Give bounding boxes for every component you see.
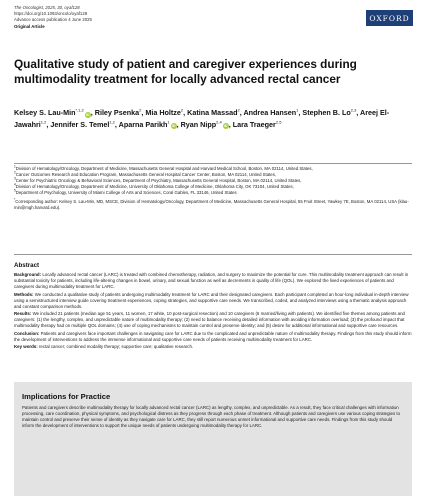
corresponding-symbol: * [14, 197, 16, 202]
implications-text: Patients and caregivers describe multimodality therapy for locally advanced rectal cancer (LARC) as lengthy, complex, and unpredictable. As a result, they face critical challenges with information processing, care coordination, physical symptoms, and psychological distress as they progress through each phase of treatment. Although patients and caregivers use various coping strategies to maintain control and preserve their sense of identity as they navigate care for LARC, they still report numerous unmet informational and supportive care needs. Findings from this study should inform the development of interventions to support the unique needs of patients undergoing multimodality therapy for LARC. [22, 405, 401, 428]
author-entry [233, 120, 282, 129]
author-name: Kelsey S. Lau-Min [14, 108, 76, 117]
abstract-paragraph [14, 292, 412, 310]
author-affiliation-marks: 2,3 [350, 107, 357, 113]
author-separator: , [141, 108, 146, 117]
author-separator: , [176, 119, 181, 129]
author-separator: , [114, 119, 119, 129]
corresponding-text: Corresponding author: Kelsey S. Lau-Min, MD, MSCE, Division of Hematology/Oncology, Department of Medicine, Massachusetts General Hospital, 55 Fruit Street, Yawkey 7E, Boston, MA 02114, USA (klau-min@mgh.harvard.edu). [14, 199, 409, 210]
author-affiliation-marks: 1,2 [40, 119, 47, 125]
author-separator: , [228, 119, 233, 129]
author-separator: , [46, 119, 51, 129]
author-affiliation-marks: 2,5 [275, 119, 282, 125]
author-name: Riley Psenka [94, 108, 140, 117]
author-affiliation-marks: 2 [237, 107, 240, 113]
abstract-paragraph [14, 311, 412, 329]
author-separator: , [356, 108, 361, 117]
author-name: Lara Traeger [232, 119, 276, 129]
abstract-label: Methods: [14, 291, 34, 297]
author-separator: , [90, 108, 95, 117]
author-name: Areej El-Jawahri [14, 108, 390, 129]
author-name: Ryan Nipp [180, 119, 217, 129]
abstract-text: We conducted a qualitative study of patients undergoing multimodality treatment for LARC and their designated caregivers. Each participant completed an hour-long individual in-depth interview using a semistructured interview guide covering treatment experiences, coping strategies, and supportive care needs. We transcribed, coded, and analyzed interviews using a thematic analysis approach and constant comparison methods. [14, 291, 409, 309]
author-entry [14, 108, 95, 117]
abstract-paragraph [14, 331, 412, 343]
article-title: Qualitative study of patient and caregiver experiences during multimodality treatment for locally advanced rectal cancer [14, 57, 357, 86]
orcid-icon[interactable]: iD [223, 124, 228, 128]
abstract-label: Key words: [14, 344, 38, 349]
author-entry [187, 108, 243, 117]
affiliation-line [14, 190, 412, 196]
author-name: Mia Holtze [145, 108, 181, 117]
author-affiliation-marks: 1 [296, 107, 299, 113]
abstract-text: rectal cancer; combined modality therapy; supportive care; qualitative research. [38, 344, 194, 349]
affiliations [14, 166, 412, 211]
divider [14, 163, 412, 164]
article-type: Original Article [14, 23, 45, 29]
affiliation-text: Cancer Outcomes Research and Education Program, Massachusetts General Hospital Cancer Center, Boston, MA 02114, United States, [15, 172, 277, 177]
author-affiliation-marks: 1 [167, 119, 170, 125]
affiliation-text: Department of Psychology, University of Miami College of Arts and Sciences, Coral Gables, FL 33146, United States [15, 190, 237, 195]
implications-box [14, 382, 412, 496]
affiliation-number: 2 [14, 170, 16, 175]
author-entry [50, 120, 118, 129]
affiliation-number: 4 [14, 182, 16, 187]
author-name: Jennifer S. Temel [50, 119, 110, 129]
abstract-text: Patients and caregivers face important challenges in navigating care for LARC due to the complicated and unpredictable nature of multimodality therapy. Findings from this study should inform the development of interventions to address the immense informational and supportive care needs of patients receiving multimodality treatment for LARC. [14, 330, 412, 342]
divider [14, 254, 412, 255]
implications-heading: Implications for Practice [22, 392, 111, 401]
abstract-label: Results: [14, 311, 32, 316]
author-affiliation-marks: 2 [180, 107, 184, 113]
doi-link[interactable]: https://doi.org/10.1093/oncolo/oyaf128 [14, 11, 88, 16]
abstract-text: Locally advanced rectal cancer (LARC) is treated with combined chemotherapy, radiation, and surgery to maximize the potential for cure. This multimodality treatment approach can result in substantial toxicity for patients, including life-altering changes in bowel, urinary, and sexual function as well as decrements in quality of life (QOL). We explored the lived experiences of patients and caregivers during multimodality treatment for LARC. [14, 272, 409, 289]
author-name: Aparna Parikh [118, 119, 168, 129]
affiliation-text: Division of Hematology/Oncology, Department of Medicine, University of Oklahoma College of Medicine, Oklahoma City, OK 73104, United States, [15, 184, 294, 189]
article-meta [14, 5, 334, 30]
abstract-label: Background: [14, 272, 42, 277]
abstract-text: We included 21 patients (median age 51 years, 11 women, 17 white, 10 post-surgical resection) and 10 caregivers (6 married/living with patients). We identified five themes among patients and caregivers: (1) the lengthy, complex, and unpredictable nature of multimodality therapy; (2) need to balance receiving detailed information with avoiding information overload; (3) the profound impact that multimodality therapy had on multiple QOL domains; (4) use of coping mechanisms to maintain control and preserve identity; and (5) desire for additional informational and supportive care resources. [14, 311, 405, 328]
affiliation-text: Division of Hematology/Oncology, Department of Medicine, Massachusetts General Hospital and Harvard Medical School, Boston, MA 02114, United States, [15, 166, 313, 171]
affiliation-number: 5 [14, 188, 16, 193]
author-separator: , [298, 108, 303, 117]
journal-citation: The Oncologist, 2025, 30, oyaf128 [14, 5, 80, 10]
abstract-paragraph [14, 344, 412, 350]
orcid-icon[interactable]: iD [86, 112, 90, 117]
author-list [14, 107, 409, 130]
author-entry [145, 108, 187, 117]
author-separator: , [183, 108, 188, 117]
oxford-logo[interactable]: OXFORD [366, 10, 413, 26]
author-entry [95, 108, 146, 117]
abstract-body [14, 272, 412, 350]
author-name: Stephen B. Lo [302, 108, 351, 117]
abstract-label: Conclusion: [14, 330, 40, 336]
affiliation-number: 3 [14, 176, 16, 181]
author-name: Katina Massad [187, 108, 238, 117]
affiliation-number: 1 [14, 164, 16, 169]
author-entry [119, 120, 181, 129]
abstract-paragraph [14, 272, 412, 290]
author-affiliation-marks: 2 [139, 107, 142, 113]
corresponding-author [14, 199, 412, 211]
author-entry [243, 108, 302, 117]
affiliation-text: Center for Psychiatric Oncology & Behavioral Sciences, Department of Psychiatry, Massachusetts General Hospital, Boston, MA 02114, United States, [15, 178, 302, 183]
advance-access-date: Advance access publication 4 June 2025 [14, 17, 92, 22]
author-affiliation-marks: 1,2 [109, 119, 115, 125]
author-separator: , [239, 108, 244, 117]
orcid-icon[interactable]: iD [171, 124, 176, 128]
author-name: Andrea Hansen [243, 108, 297, 117]
author-entry [302, 108, 360, 117]
abstract-section [14, 262, 412, 352]
author-entry [181, 120, 233, 129]
author-affiliation-marks: 2,4 [216, 119, 222, 125]
author-affiliation-marks: *,1,2 [75, 107, 84, 113]
abstract-heading: Abstract [14, 262, 40, 269]
